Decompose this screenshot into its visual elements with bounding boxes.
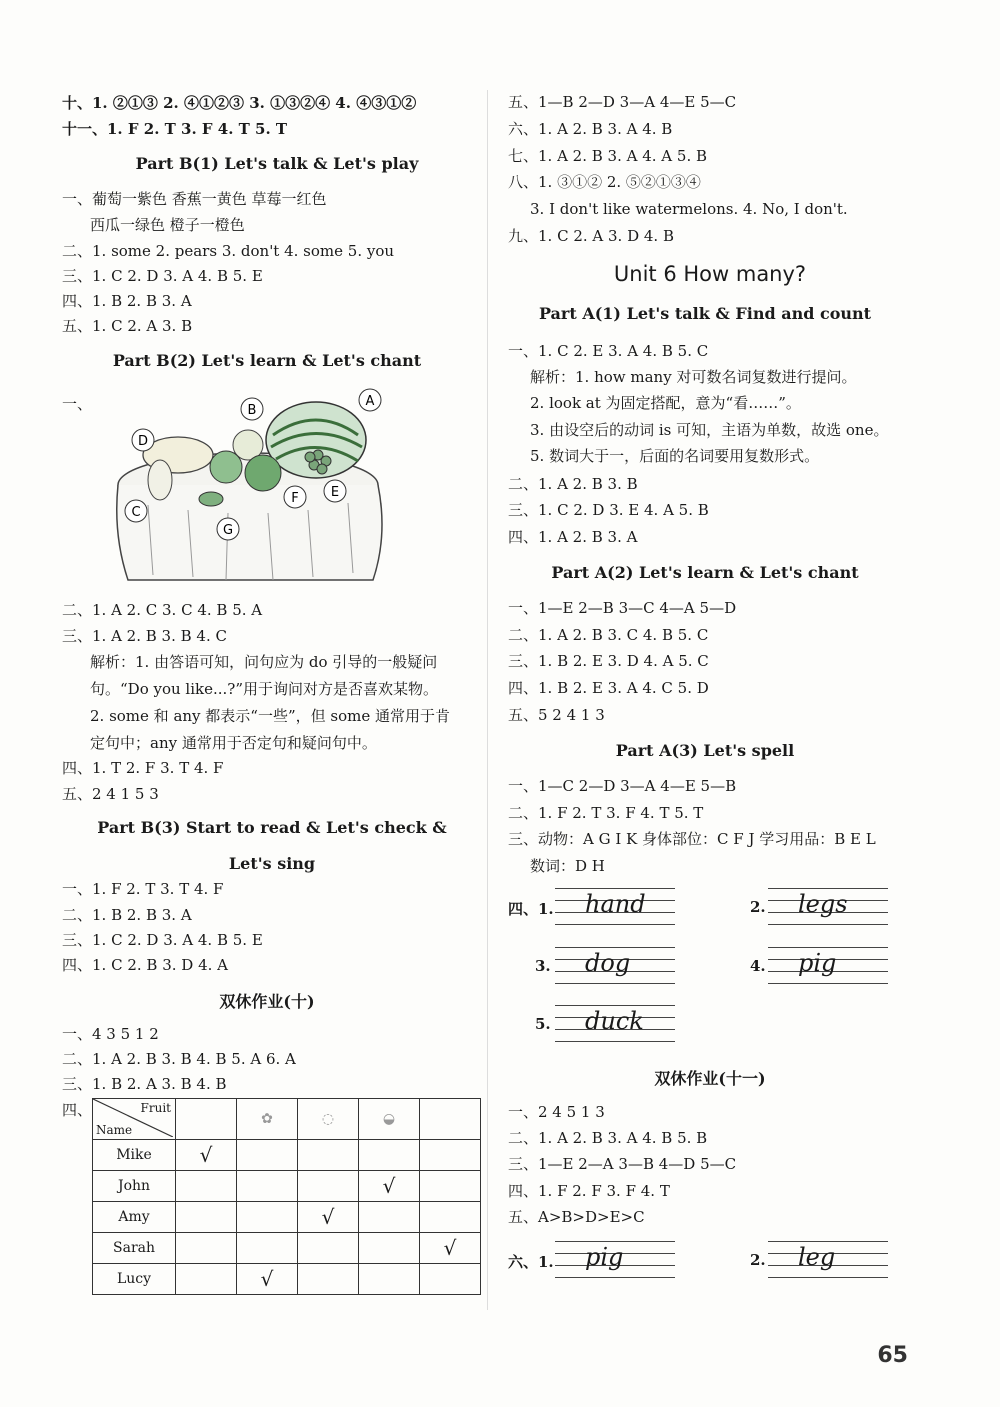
section-heading: 双休作业(十一) [654,1069,766,1088]
empty-cell [237,1140,298,1171]
section-heading: Part B(2) Let's learn & Let's chant [112,351,422,370]
fig-label: E [330,485,340,500]
answer-line: 五、5 2 4 1 3 [508,706,605,724]
written-word: duck [585,1007,644,1035]
answer-line: 二、1. F 2. T 3. F 4. T 5. T [508,804,704,822]
empty-cell [359,1202,420,1233]
explanation-line: 2. some 和 any 都表示“一些”，但 some 通常用于肯 [90,707,450,725]
explanation-line: 解析：1. 由答语可知，问句应为 do 引导的一般疑问 [90,653,438,671]
fig-label: F [291,491,299,506]
answer-line: 二、1. A 2. B 3. B 4. B 5. A 6. A [62,1050,296,1068]
grapes-icon: ✿ [261,1111,273,1127]
answer-line: 八、1. ③①② 2. ⑤②①③④ [508,173,701,191]
writing-lines [768,1241,888,1281]
written-word: leg [798,1243,836,1271]
write-label: 4. [750,957,766,975]
answer-line: 一、1. F 2. T 3. T 4. F [62,880,224,898]
empty-cell [420,1171,481,1202]
answer-line: 十一、1. F 2. T 3. F 4. T 5. T [62,120,288,138]
write-label: 六、1. [508,1253,554,1271]
write-label: 四、1. [508,900,554,918]
empty-cell [298,1171,359,1202]
answer-line: 二、1. A 2. C 3. C 4. B 5. A [62,601,263,619]
answer-line: 三、1—E 2—A 3—B 4—D 5—C [508,1155,737,1173]
check-mark: √ [359,1171,420,1202]
watermelon-icon: ◒ [382,1111,396,1127]
explanation-line: 句。“Do you like...?”用于询问对方是否喜欢某物。 [90,680,439,698]
writing-lines [768,888,888,928]
answer-line: 二、1. B 2. B 3. A [62,906,192,924]
answer-line: 五、1—B 2—D 3—A 4—E 5—C [508,93,737,111]
fruit-header: Fruit [140,1101,171,1115]
empty-cell [298,1264,359,1295]
answer-line: 3. I don't like watermelons. 4. No, I don't. [530,200,848,218]
answer-line: 三、1. B 2. E 3. D 4. A 5. C [508,652,709,670]
check-mark: √ [298,1202,359,1233]
section-heading: Let's sing [228,854,316,873]
empty-cell [176,1171,237,1202]
explanation-line: 5. 数词大于一，后面的名词要用复数形式。 [530,447,820,465]
apple-icon: ◌ [321,1111,335,1127]
answer-line: 三、1. C 2. D 3. A 4. B 5. E [62,267,263,285]
fig-label: A [365,394,375,409]
answer-line: 十、1. ②①③ 2. ④①②③ 3. ①③②④ 4. ④③①② [62,94,417,112]
write-label: 5. [535,1015,551,1033]
answer-line: 三、动物：A G I K 身体部位：C F J 学习用品：B E L [508,830,876,848]
writing-lines [768,947,888,987]
fruit-col-1 [176,1099,237,1140]
answer-line: 五、A>B>D>E>C [508,1208,645,1226]
explanation-line: 2. look at 为固定搭配，意为“看……”。 [530,394,801,412]
answer-line: 五、1. C 2. A 3. B [62,317,193,335]
answer-line: 三、1. B 2. A 3. B 4. B [62,1075,227,1093]
explanation-line: 解析：1. how many 对可数名词复数进行提问。 [530,368,857,386]
section-heading: Part A(1) Let's talk & Find and count [538,304,872,323]
answer-line: 一、1. C 2. E 3. A 4. B 5. C [508,342,709,360]
column-divider [487,90,488,1310]
answer-line: 二、1. A 2. B 3. A 4. B 5. B [508,1129,708,1147]
fig-label: G [222,523,234,538]
empty-cell [237,1233,298,1264]
section-heading: Part A(3) Let's spell [615,741,795,760]
empty-cell [359,1233,420,1264]
answer-line: 四、1. T 2. F 3. T 4. F [62,759,224,777]
name-cell: Mike [93,1140,176,1171]
page-number: 65 [877,1343,908,1368]
written-word: dog [585,949,631,977]
watermelon-col [359,1099,420,1140]
write-label: 3. [535,957,551,975]
answer-line: 四、 [62,1101,93,1119]
empty-cell [420,1202,481,1233]
empty-cell [298,1233,359,1264]
fig-label: D [137,434,149,449]
check-mark: √ [237,1264,298,1295]
section-heading: 双休作业(十) [219,992,315,1011]
answer-line: 一、 [62,395,93,413]
answer-line: 一、1—C 2—D 3—A 4—E 5—B [508,777,737,795]
empty-cell [420,1140,481,1171]
fig-label: B [247,403,257,418]
written-word: hand [585,890,646,918]
check-mark: √ [176,1140,237,1171]
name-cell: John [93,1171,176,1202]
answer-line: 一、1—E 2—B 3—C 4—A 5—D [508,599,737,617]
written-word: legs [798,890,848,918]
answer-line: 三、1. C 2. D 3. A 4. B 5. E [62,931,263,949]
fruit-col-5 [420,1099,481,1140]
empty-cell [176,1233,237,1264]
grapes-col [237,1099,298,1140]
empty-cell [359,1264,420,1295]
write-label: 2. [750,1251,766,1269]
answer-line: 四、1. B 2. E 3. A 4. C 5. D [508,679,709,697]
fruit-name-table [92,1098,481,1295]
section-heading: Part B(1) Let's talk & Let's play [135,154,419,173]
name-cell: Sarah [93,1233,176,1264]
answer-line: 四、1. F 2. F 3. F 4. T [508,1182,670,1200]
answer-line: 二、1. some 2. pears 3. don't 4. some 5. you [62,242,395,260]
answer-line: 一、4 3 5 1 2 [62,1025,159,1043]
answer-line: 四、1. B 2. B 3. A [62,292,192,310]
fig-label: C [131,505,141,520]
writing-lines [555,888,675,928]
written-word: pig [798,949,837,977]
corner-cell [93,1099,176,1140]
written-word: pig [585,1243,624,1271]
answer-line: 七、1. A 2. B 3. A 4. A 5. B [508,147,708,165]
answer-line: 二、1. A 2. B 3. B [508,475,638,493]
name-header: Name [96,1123,133,1137]
answer-line: 四、1. C 2. B 3. D 4. A [62,956,228,974]
explanation-line: 3. 由设空后的动词 is 可知，主语为单数，故选 one。 [530,421,889,439]
answer-line: 数词：D H [530,857,605,875]
answer-line: 西瓜一绿色 橙子一橙色 [90,216,245,234]
empty-cell [359,1140,420,1171]
writing-lines [555,1005,675,1045]
answer-line: 六、1. A 2. B 3. A 4. B [508,120,673,138]
name-cell: Amy [93,1202,176,1233]
empty-cell [176,1202,237,1233]
writing-lines [555,947,675,987]
answer-line: 一、葡萄一紫色 香蕉一黄色 草莓一红色 [62,190,327,208]
fruit-col-3 [298,1099,359,1140]
answer-line: 二、1. A 2. B 3. C 4. B 5. C [508,626,709,644]
writing-lines [555,1241,675,1281]
section-heading: Part A(2) Let's learn & Let's chant [551,563,859,582]
fruit-table-illustration [108,385,398,590]
write-label: 2. [750,898,766,916]
empty-cell [298,1140,359,1171]
explanation-line: 定句中；any 通常用于否定句和疑问句中。 [90,734,377,752]
empty-cell [237,1171,298,1202]
empty-cell [420,1264,481,1295]
name-cell: Lucy [93,1264,176,1295]
answer-line: 三、1. A 2. B 3. B 4. C [62,627,227,645]
answer-line: 九、1. C 2. A 3. D 4. B [508,227,674,245]
answer-line: 五、2 4 1 5 3 [62,785,159,803]
empty-cell [176,1264,237,1295]
answer-line: 一、2 4 5 1 3 [508,1103,605,1121]
check-mark: √ [420,1233,481,1264]
section-heading: Part B(3) Start to read & Let's check & [97,818,447,837]
unit-title: Unit 6 How many? [613,262,807,286]
empty-cell [237,1202,298,1233]
answer-line: 四、1. A 2. B 3. A [508,528,638,546]
answer-line: 三、1. C 2. D 3. E 4. A 5. B [508,501,709,519]
